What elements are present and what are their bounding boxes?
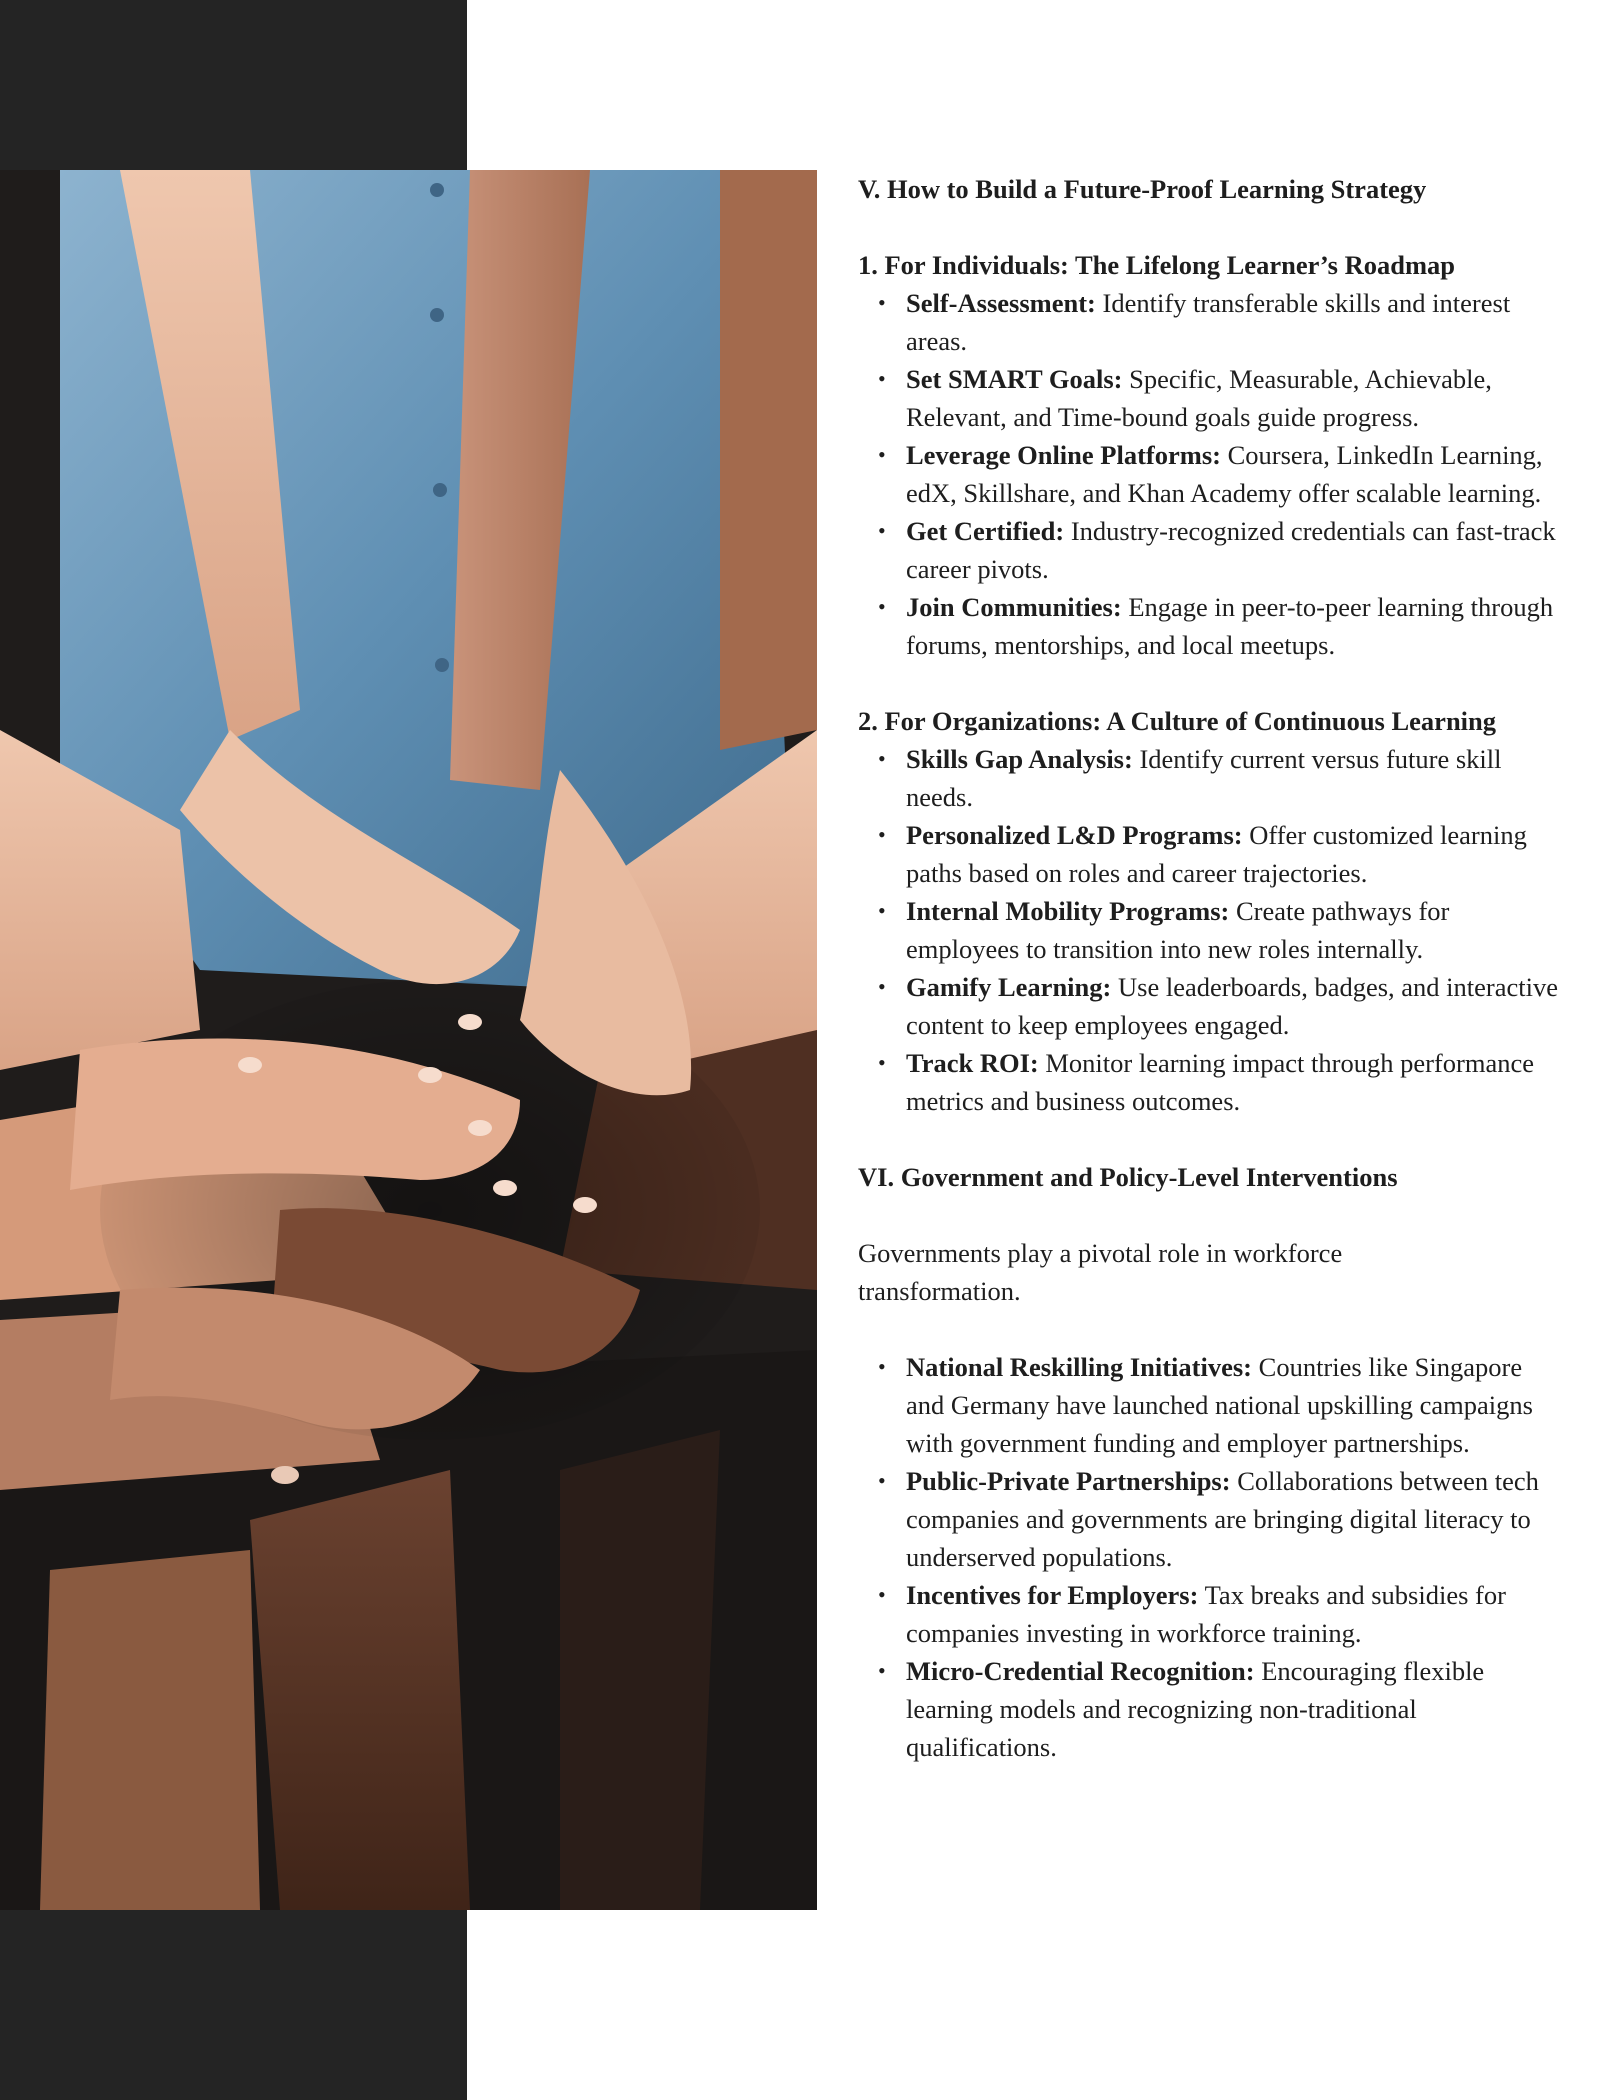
- bullet-icon: •: [878, 1354, 886, 1379]
- list-item: • Incentives for Employers: Tax breaks and subsidies for companies investing in workforce training.: [858, 1576, 1558, 1652]
- list-item: • Set SMART Goals: Specific, Measurable, Achievable, Relevant, and Time-bound goals guide progress.: [858, 360, 1558, 436]
- stacked-hands-illustration: [0, 170, 817, 1910]
- government-intro: Governments play a pivotal role in workforce transformation.: [858, 1238, 1343, 1306]
- bullet-icon: •: [878, 1050, 886, 1075]
- bullet-icon: •: [878, 974, 886, 999]
- bullet-icon: •: [878, 898, 886, 923]
- individuals-subheading: 1. For Individuals: The Lifelong Learner’s Roadmap: [858, 250, 1456, 280]
- list-item: • Public-Private Partnerships: Collaborations between tech companies and governments are bringing digital literacy to underserved populations.: [858, 1462, 1558, 1576]
- bullet-icon: •: [878, 1582, 886, 1607]
- list-item: • Micro-Credential Recognition: Encouraging flexible learning models and recognizing non-traditional qualifications.: [858, 1652, 1558, 1766]
- list-item: • Internal Mobility Programs: Create pathways for employees to transition into new roles internally.: [858, 892, 1558, 968]
- bullet-icon: •: [878, 594, 886, 619]
- bullet-icon: •: [878, 366, 886, 391]
- list-item: • National Reskilling Initiatives: Countries like Singapore and Germany have launched national upskilling campaigns with government funding and employer partnerships.: [858, 1348, 1558, 1462]
- list-item: • Join Communities: Engage in peer-to-peer learning through forums, mentorships, and local meetups.: [858, 588, 1558, 664]
- stacked-hands-photo: [0, 170, 817, 1910]
- organizations-subheading: 2. For Organizations: A Culture of Continuous Learning: [858, 706, 1497, 736]
- bullet-icon: •: [878, 518, 886, 543]
- bullet-icon: •: [878, 822, 886, 847]
- bullet-icon: •: [878, 290, 886, 315]
- list-item: • Skills Gap Analysis: Identify current versus future skill needs.: [858, 740, 1558, 816]
- individuals-list: [858, 284, 1558, 664]
- list-item: • Get Certified: Industry-recognized credentials can fast-track career pivots.: [858, 512, 1558, 588]
- list-item: • Gamify Learning: Use leaderboards, badges, and interactive content to keep employees engaged.: [858, 968, 1558, 1044]
- list-item: • Track ROI: Monitor learning impact through performance metrics and business outcomes.: [858, 1044, 1558, 1120]
- bullet-icon: •: [878, 1658, 886, 1683]
- bullet-icon: •: [878, 1468, 886, 1493]
- section-vi-heading: VI. Government and Policy-Level Interventions: [858, 1162, 1398, 1192]
- bullet-icon: •: [878, 746, 886, 771]
- section-v-heading: V. How to Build a Future-Proof Learning Strategy: [858, 174, 1427, 204]
- list-item: • Personalized L&D Programs: Offer customized learning paths based on roles and career trajectories.: [858, 816, 1558, 892]
- government-list: [858, 1348, 1558, 1766]
- list-item: • Leverage Online Platforms: Coursera, LinkedIn Learning, edX, Skillshare, and Khan Academy offer scalable learning.: [858, 436, 1558, 512]
- list-item: • Self-Assessment: Identify transferable skills and interest areas.: [858, 284, 1558, 360]
- article-column: [858, 170, 1558, 1766]
- bullet-icon: •: [878, 442, 886, 467]
- organizations-list: [858, 740, 1558, 1120]
